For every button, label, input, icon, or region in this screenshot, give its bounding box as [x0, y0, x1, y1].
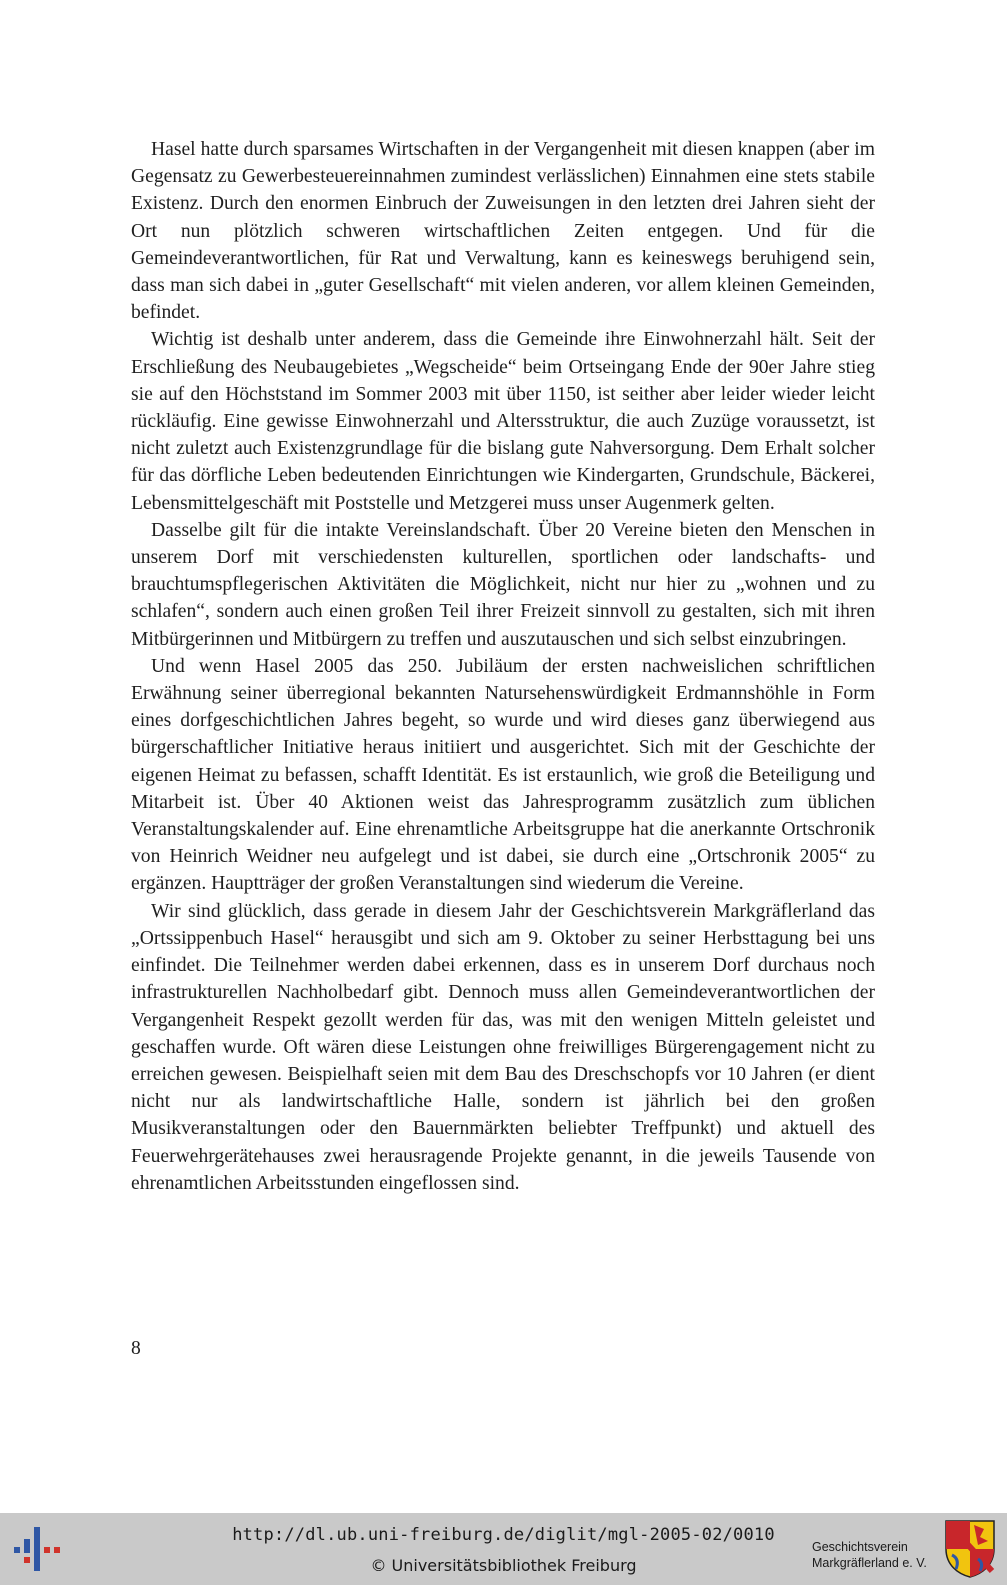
page-number: 8	[131, 1338, 141, 1359]
page-body	[131, 136, 875, 1197]
paragraph-1: Hasel hatte durch sparsames Wirtschaften in der Vergangenheit mit diesen knappen (aber im Gegensatz zu Gewerbesteuereinnahmen zumindest verlässlichen) Einnahmen eine stets stabile Existenz. Durch den enormen Einbruch der Zuweisungen in den letzten drei Jahren sieht der Ort nun plötzlich schweren wirtschaftlichen Zeiten entgegen. Und für die Gemeindeverantwortlichen, für Rat und Verwaltung, kann es keineswegs beruhigend sein, dass man sich dabei in „guter Gesellschaft“ mit vielen anderen, vor allem kleinen Gemeinden, befindet.	[131, 139, 875, 324]
coat-of-arms-icon	[944, 1519, 996, 1579]
publisher-line-1: Geschichtsverein	[812, 1540, 908, 1554]
copyright-text: © Universitätsbibliothek Freiburg	[370, 1556, 637, 1575]
publisher-line-2: Markgräflerland e. V.	[812, 1556, 927, 1570]
paragraph-4: Und wenn Hasel 2005 das 250. Jubiläum der ersten nachweislichen schriftlichen Erwähnung seiner überregional bekannten Natursehenswürdigkeit Erdmannshöhle in Form eines dorfgeschichtlichen Jahres begeht, so wurde und wird dieses ganz überwiegend aus bürgerschaftlicher Initiative heraus initiiert und ausgerichtet. Sich mit der Geschichte der eigenen Heimat zu befassen, schafft Identität. Es ist erstaunlich, wie groß die Beteiligung und Mitarbeit ist. Über 40 Aktionen weist das Jahresprogramm zusätzlich zum üblichen Veranstaltungskalender auf. Eine ehrenamtliche Arbeitsgruppe hat die anerkannte Ortschronik von Heinrich Weidner neu aufgelegt und ist dabei, sie durch eine „Ortschronik 2005“ zu ergänzen. Hauptträger der großen Veranstaltungen sind wiederum die Vereine.	[131, 655, 875, 895]
publisher-name	[812, 1539, 940, 1571]
footer-bar	[0, 1513, 1007, 1585]
document-url-link[interactable]: http://dl.ub.uni-freiburg.de/diglit/mgl-2005-02/0010	[232, 1525, 775, 1545]
paragraph-2: Wichtig ist deshalb unter anderem, dass die Gemeinde ihre Einwohnerzahl hält. Seit der Erschließung des Neubaugebietes „Wegscheide“ beim Ortseingang Ende der 90er Jahre stieg sie auf den Höchststand im Sommer 2003 mit über 1150, ist seither aber leider wieder leicht rückläufig. Eine gewisse Einwohnerzahl und Altersstruktur, die auch Zuzüge voraussetzt, ist nicht zuletzt auch Existenzgrundlage für die bislang gute Nahversorgung. Dem Erhalt solcher für das dörfliche Leben bedeutenden Einrichtungen wie Kindergarten, Grundschule, Bäckerei, Lebensmittelgeschäft mit Poststelle und Metzgerei muss unser Augenmerk gelten.	[131, 329, 875, 514]
paragraph-5: Wir sind glücklich, dass gerade in diesem Jahr der Geschichtsverein Markgräflerland das „Ortssippenbuch Hasel“ herausgibt und sich am 9. Oktober zu seiner Herbsttagung bei uns einfindet. Die Teilnehmer werden dabei erkennen, dass es in unserem Dorf durchaus noch infrastrukturellen Nachholbedarf gibt. Dennoch muss allen Gemeindeverantwortlichen der Vergangenheit Respekt gezollt werden für das, was mit den wenigen Mitteln geleistet und geschaffen wurde. Oft wären diese Leistungen ohne freiwilliges Bürgerengagement nicht zu erreichen gewesen. Beispielhaft seien mit dem Bau des Dreschschopfs vor 10 Jahren (er dient nicht nur als landwirtschaftliche Halle, sondern ist jährlich bei den großen Musikveranstaltungen oder den Bauernmärkten beliebter Treffpunkt) und aktuell des Feuerwehrgerätehauses zwei herausragende Projekte genannt, in die jeweils Tausende von ehrenamtlichen Arbeitsstunden eingeflossen sind.	[131, 900, 875, 1194]
paragraph-3: Dasselbe gilt für die intakte Vereinslandschaft. Über 20 Vereine bieten den Menschen in unserem Dorf mit verschiedensten kulturellen, sportlichen oder landschafts- und brauchtumspflegerischen Aktivitäten die Möglichkeit, nicht nur hier zu „wohnen und zu schlafen“, sondern auch einen großen Teil ihrer Freizeit sinnvoll zu gestalten, sich mit ihren Mitbürgerinnen und Mitbürgern zu treffen und auszutauschen und sich selbst einzubringen.	[131, 519, 875, 650]
